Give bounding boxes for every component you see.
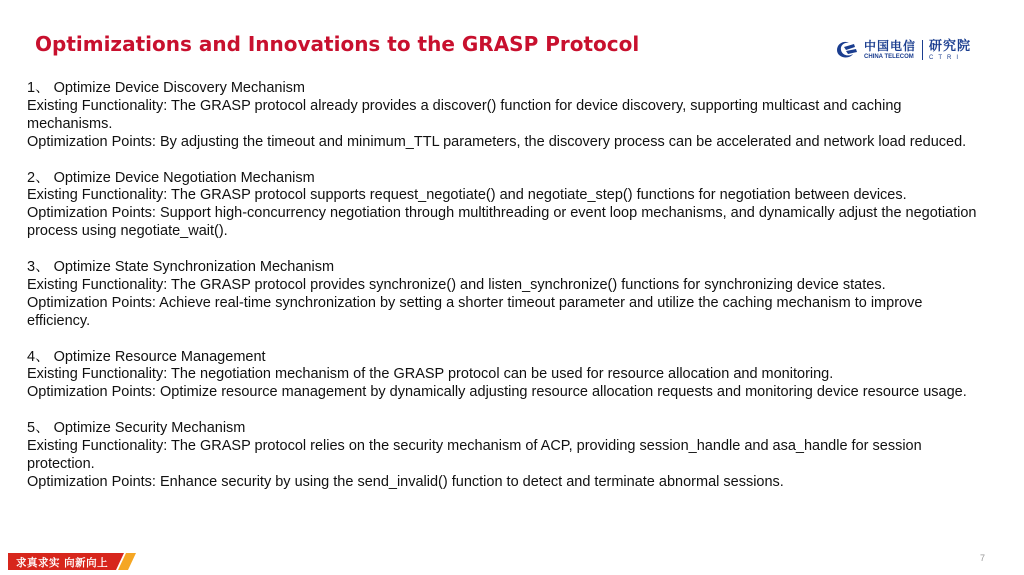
existing-functionality: Existing Functionality: The GRASP protocol provides synchronize() and listen_synchronize() functions for synchronizing device states. xyxy=(27,276,886,293)
section-discovery xyxy=(27,80,977,152)
existing-functionality: Existing Functionality: The GRASP protocol already provides a discover() function for device discovery, supporting multicast and caching mechanisms. xyxy=(27,97,902,132)
logo-en-name: CHINA TELECOM xyxy=(864,54,914,60)
content-body xyxy=(27,80,977,510)
section-synchronization xyxy=(27,259,977,331)
china-telecom-icon xyxy=(834,38,860,62)
section-negotiation xyxy=(27,170,977,242)
logo-institute-cn: 研究院 xyxy=(929,38,972,54)
page-number: 7 xyxy=(980,553,986,563)
logo-institute-en: CTRI xyxy=(929,54,964,61)
section-heading: 2、 Optimize Device Negotiation Mechanism xyxy=(27,169,315,186)
china-telecom-logo xyxy=(834,36,994,64)
logo-divider xyxy=(922,40,923,60)
logo-cn-name: 中国电信 xyxy=(864,39,917,53)
section-heading: 4、 Optimize Resource Management xyxy=(27,348,266,365)
optimization-points: Optimization Points: Optimize resource management by dynamically adjusting resource allocation requests and monitoring device resource usage. xyxy=(27,384,967,401)
optimization-points: Optimization Points: Achieve real-time synchronization by setting a shorter timeout parameter and utilize the caching mechanism to improve efficiency. xyxy=(27,294,923,329)
section-heading: 1、 Optimize Device Discovery Mechanism xyxy=(27,80,305,96)
section-security xyxy=(27,420,977,492)
existing-functionality: Existing Functionality: The GRASP protocol relies on the security mechanism of ACP, providing session_handle and asa_handle for session protection. xyxy=(27,438,922,472)
footer-slogan: 求真求实 向新向上 xyxy=(16,557,109,569)
page-title: Optimizations and Innovations to the GRASP Protocol xyxy=(35,32,640,56)
existing-functionality: Existing Functionality: The negotiation mechanism of the GRASP protocol can be used for resource allocation and monitoring. xyxy=(27,366,834,383)
optimization-points: Optimization Points: Enhance security by using the send_invalid() function to detect and terminate abnormal sessions. xyxy=(27,473,784,490)
existing-functionality: Existing Functionality: The GRASP protocol supports request_negotiate() and negotiate_step() functions for negotiation between devices. xyxy=(27,187,907,204)
optimization-points: Optimization Points: By adjusting the timeout and minimum_TTL parameters, the discovery process can be accelerated and network load reduced. xyxy=(27,133,967,150)
section-resource-management xyxy=(27,349,977,403)
section-heading: 5、 Optimize Security Mechanism xyxy=(27,420,246,437)
section-heading: 3、 Optimize State Synchronization Mechanism xyxy=(27,259,335,276)
optimization-points: Optimization Points: Support high-concurrency negotiation through multithreading or event loop mechanisms, and dynamically adjust the negotiation process using negotiate_wait(). xyxy=(27,205,977,240)
